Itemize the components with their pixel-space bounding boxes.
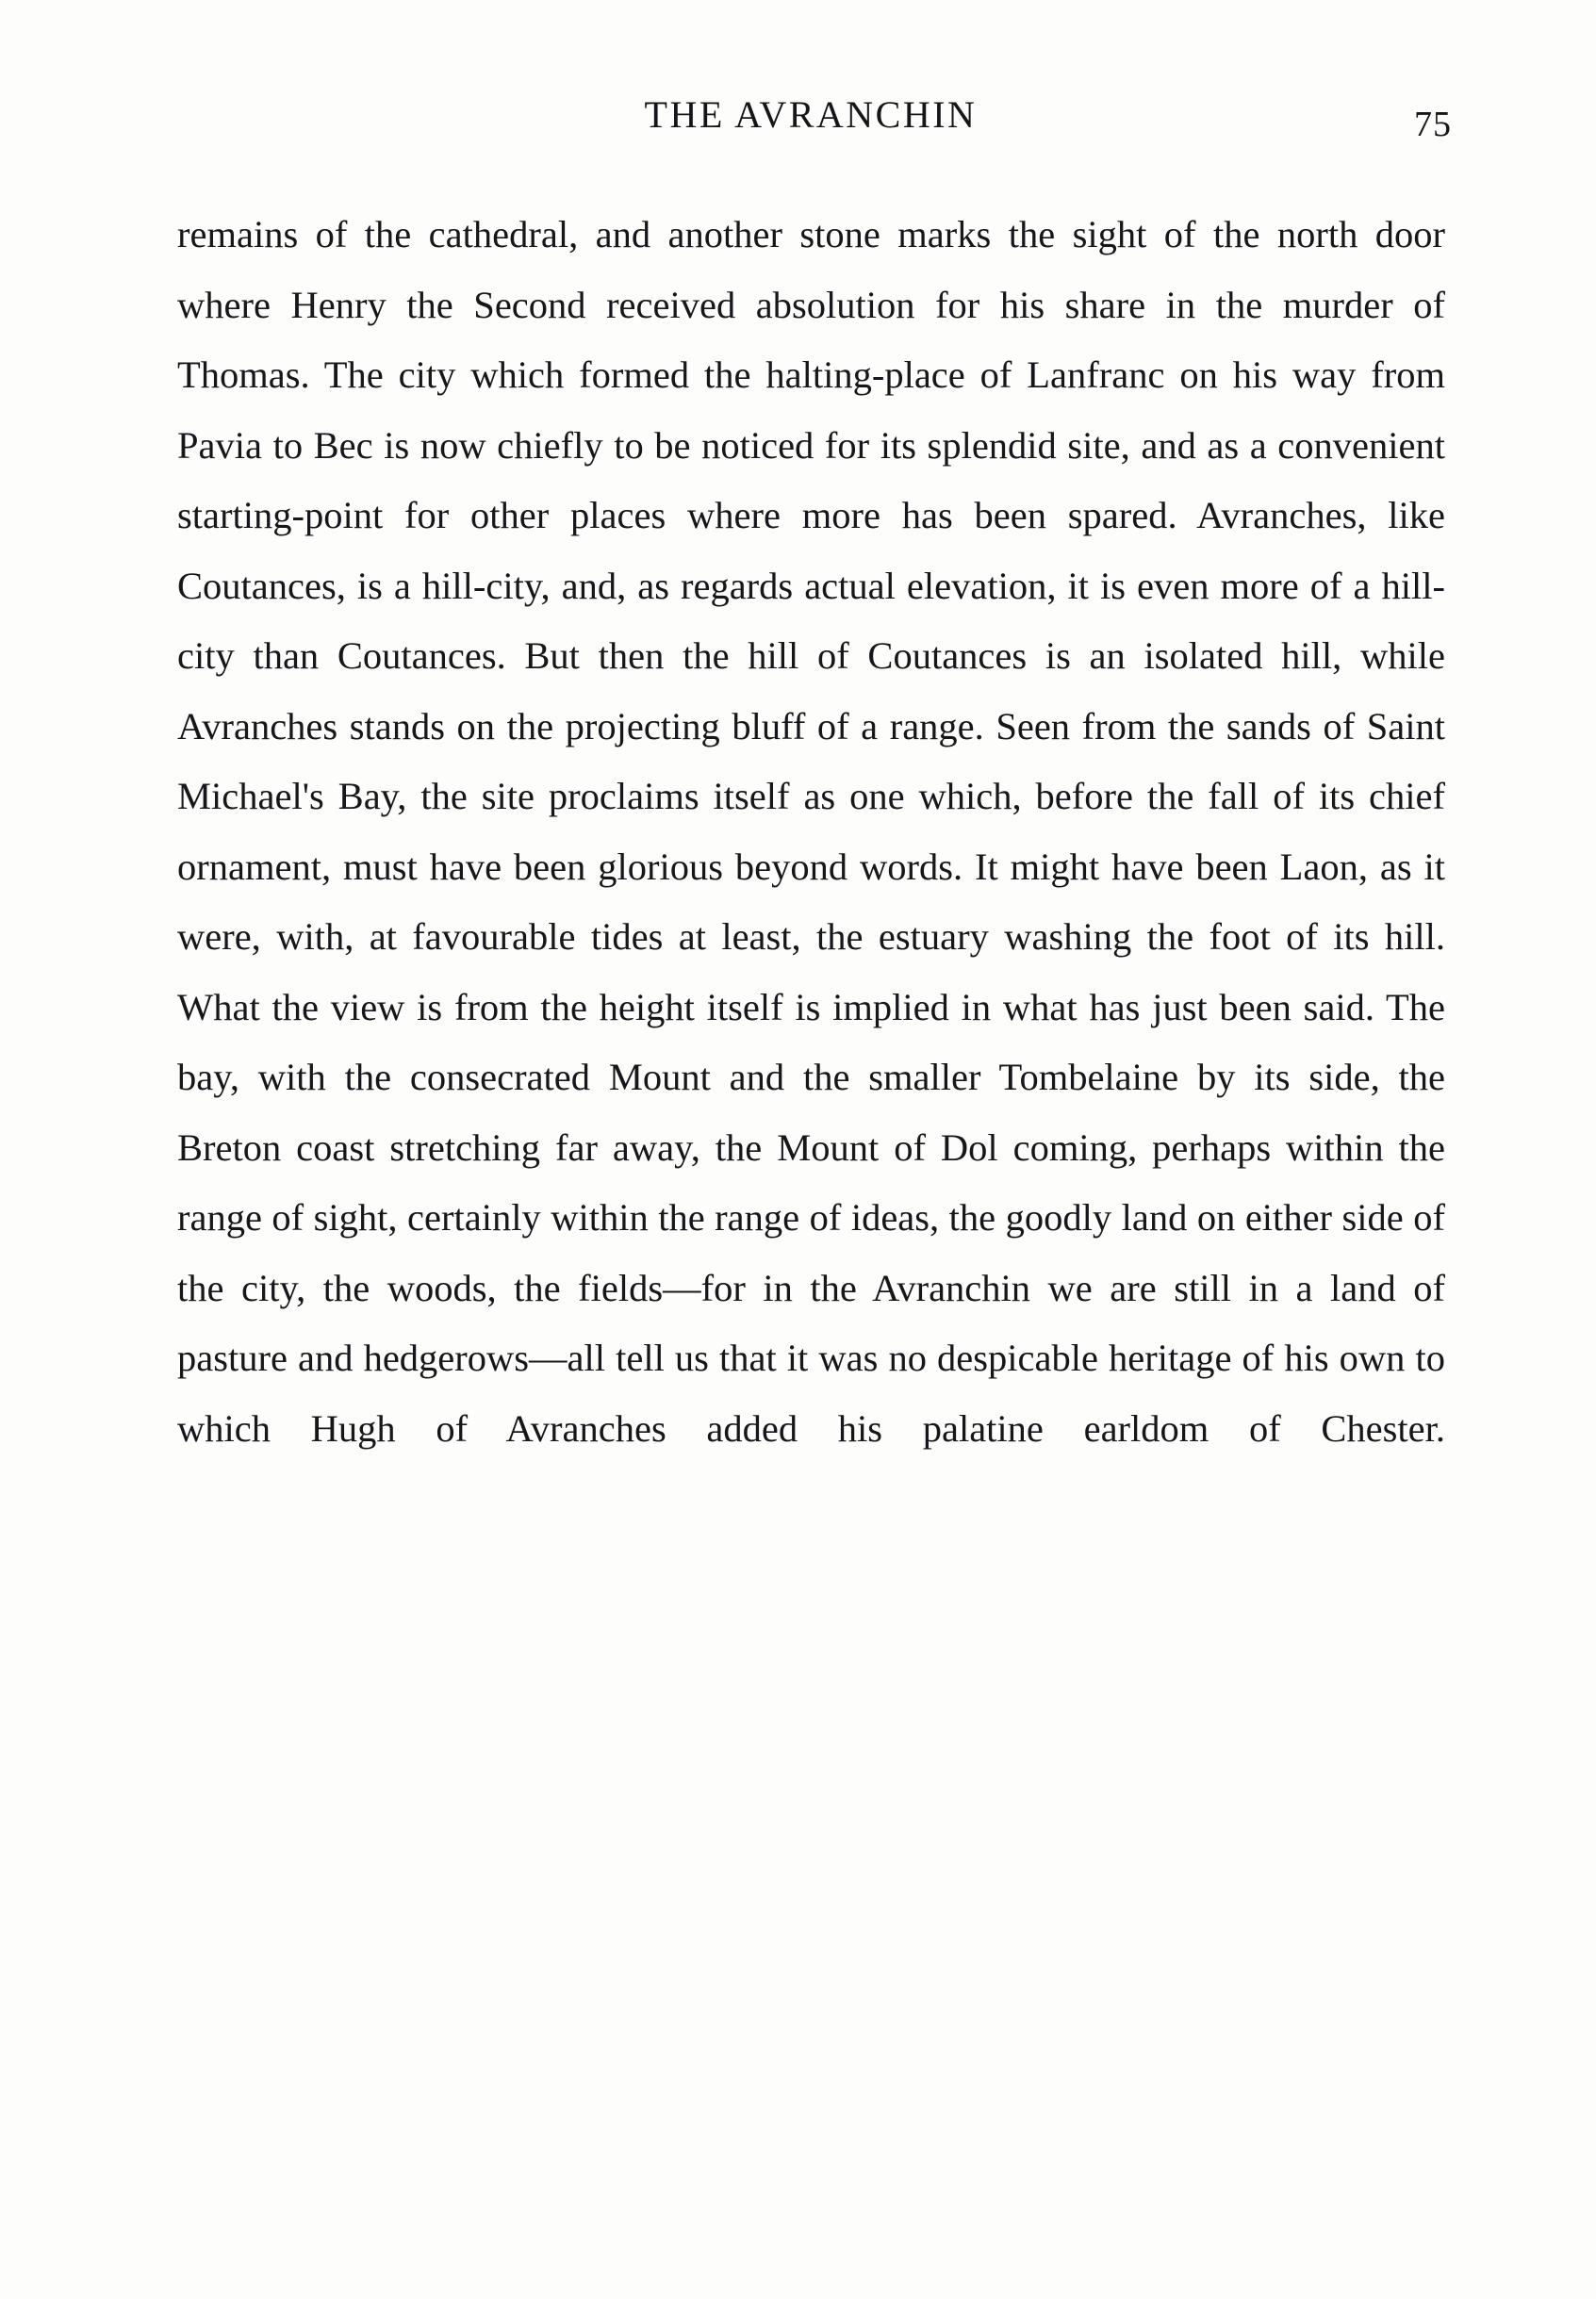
body-paragraph: remains of the cathedral, and another stone marks the sight of the north door where Henry the Second received absolution for his share in the murder of Thomas. The city which formed the halting-place of Lanfranc on his way from Pavia to Bec is now chiefly to be noticed for its splendid site, and as a convenient starting-point for other places where more has been spared. Avranches, like Coutances, is a hill-city, and, as regards actual elevation, it is even more of a hill-city than Coutances. But then the hill of Coutances is an isolated hill, while Avranches stands on the projecting bluff of a range. Seen from the sands of Saint Michael's Bay, the site proclaims itself as one which, before the fall of its chief ornament, must have been glorious beyond words. It might have been Laon, as it were, with, at favourable tides at least, the estuary washing the foot of its hill. What the view is from the height itself is implied in what has just been said. The bay, with the consecrated Mount and the smaller Tombelaine by its side, the Breton coast stretching far away, the Mount of Dol coming, perhaps within the range of sight, certainly within the range of ideas, the goodly land on either side of the city, the woods, the fields—for in the Avranchin we are still in a land of pasture and hedgerows—all tell us that it was no despicable heritage of his own to which Hugh of Avranches added his palatine earldom of Chester.	[177, 213, 1445, 1450]
page-body	[177, 200, 1445, 1464]
page-number: 75	[1414, 105, 1452, 144]
running-title: THE AVRANCHIN	[644, 93, 978, 136]
page-header	[170, 92, 1452, 145]
